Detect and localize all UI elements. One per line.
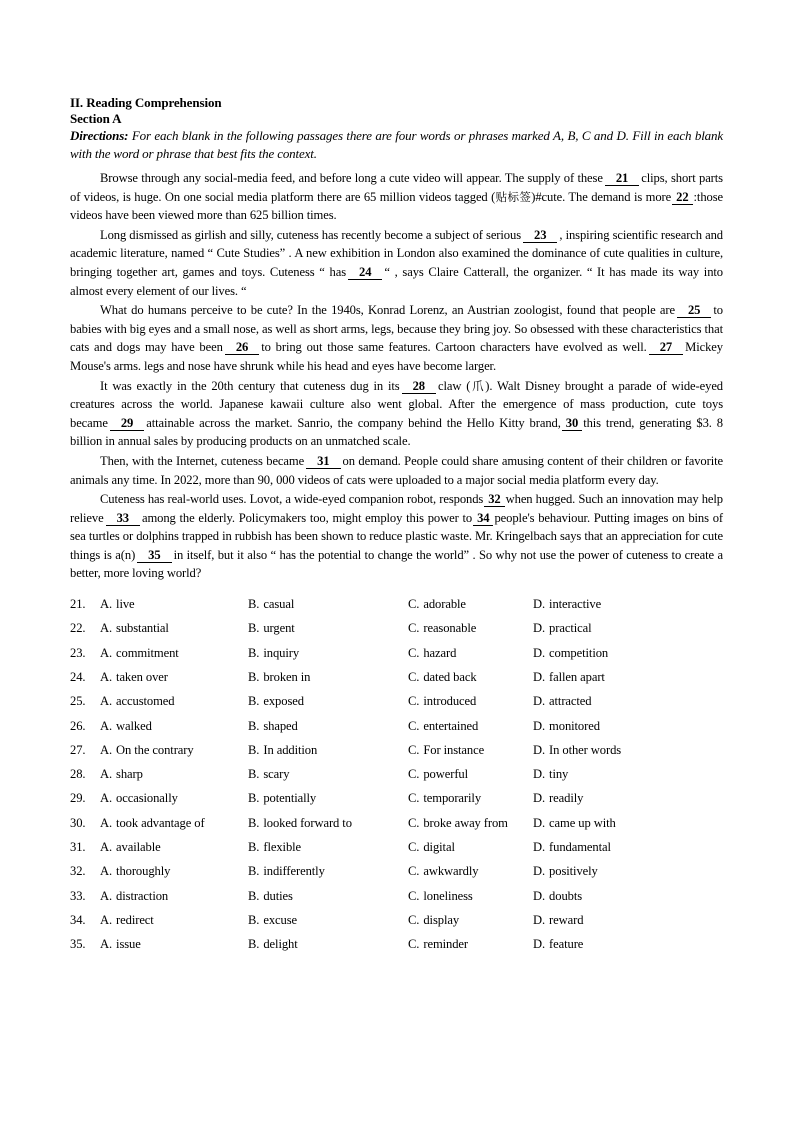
blank-25: 25 [677,303,711,318]
option-a-q22[interactable] [100,616,248,640]
p5-text-b: on demand. People could share amusing content of their children or favorite animals any time. In 2022, more than 90, 000 videos of cats were uploaded to a major social media platform every day. [70,453,724,487]
directions-label: Directions: [70,128,129,143]
option-letter: C. [408,791,420,806]
p6-text-d: people's behaviour. Putting images on bins of sea turtles or dolphins trapped in rubbish has been shown to reduce plastic waste. Mr. Kringelbach says that an appreciation for cute things is a(n) [70,510,723,562]
option-letter: C. [408,767,420,782]
option-letter: C. [408,864,420,879]
p5-text-a: Then, with the Internet, cuteness became [100,453,305,468]
p6-text-a: Cuteness has real-world uses. Lovot, a wide-eyed companion robot, responds [100,492,484,507]
option-d-q23[interactable] [533,641,608,665]
question-row [70,714,723,738]
blank-29: 29 [110,416,144,431]
p4-text-a: It was exactly in the 20th century that cuteness dug in its [100,378,400,393]
option-letter: D. [533,864,546,879]
option-text: commitment [116,645,179,660]
option-b-q32[interactable] [248,859,408,883]
option-a-q29[interactable] [100,786,248,810]
option-b-q26[interactable] [248,714,408,738]
p2-text-a: Long dismissed as girlish and silly, cuteness has recently become a subject of serious [100,227,521,242]
option-text: temporarily [423,791,482,806]
option-text: flexible [263,840,302,855]
option-letter: C. [408,621,420,636]
option-letter: B. [248,742,260,757]
option-text: inquiry [263,645,300,660]
option-a-q35[interactable] [100,932,248,956]
p2-text-b: , inspiring scientific research and academic literature, named “ Cute Studies” . A new exhibition in London also examined the dominance of cute qualities in culture, bringing together art, games and toys. Cuteness “ has [70,227,723,279]
blank-23: 23 [523,228,557,243]
option-d-q21[interactable] [533,592,601,616]
option-letter: C. [408,718,420,733]
option-a-q24[interactable] [100,665,248,689]
document-body [70,95,723,957]
option-b-q21[interactable] [248,592,408,616]
option-b-q33[interactable] [248,884,408,908]
p1-text-a: Browse through any social-media feed, and before long a cute video will appear. The supply of these [100,171,603,185]
option-text: On the contrary [116,742,194,757]
blank-21: 21 [605,171,639,186]
option-text: In addition [263,742,318,757]
option-text: indifferently [263,864,325,879]
option-letter: B. [248,694,260,709]
option-text: tiny [549,767,569,782]
option-text: loneliness [423,888,473,903]
option-letter: D. [533,669,546,684]
blank-34: 34 [473,511,493,526]
option-letter: A. [100,742,113,757]
option-a-q32[interactable] [100,859,248,883]
option-text: live [116,597,135,612]
option-letter: D. [533,742,546,757]
option-d-q27[interactable] [533,738,621,762]
option-letter: A. [100,767,113,782]
option-a-q26[interactable] [100,714,248,738]
option-letter: B. [248,815,260,830]
option-letter: D. [533,791,546,806]
p6-text-b: when hugged. Such an innovation may help relieve [70,492,723,525]
option-c-q34[interactable] [408,908,533,932]
question-number: 22. [70,621,86,636]
option-b-q28[interactable] [248,762,408,786]
question-number: 21. [70,597,86,612]
option-letter: A. [100,937,113,952]
question-number: 25. [70,694,86,709]
option-letter: D. [533,912,546,927]
question-row [70,908,723,932]
question-number: 28. [70,767,86,782]
option-letter: D. [533,621,546,636]
passage-paragraph-3 [70,301,723,375]
questions-list [70,592,723,956]
option-letter: D. [533,694,546,709]
option-text: competition [549,645,609,660]
option-b-q24[interactable] [248,665,408,689]
option-text: practical [549,621,592,636]
option-c-q24[interactable] [408,665,533,689]
question-row [70,884,723,908]
option-text: awkwardly [423,864,479,879]
option-text: monitored [549,718,600,733]
question-number: 31. [70,840,86,855]
option-c-q30[interactable] [408,811,533,835]
option-letter: B. [248,864,260,879]
option-c-q21[interactable] [408,592,533,616]
option-d-q24[interactable] [533,665,605,689]
option-text: digital [423,840,455,855]
passage-paragraph-2 [70,226,723,300]
question-row [70,616,723,640]
option-a-q28[interactable] [100,762,248,786]
option-d-q30[interactable] [533,811,616,835]
question-row [70,641,723,665]
blank-26: 26 [225,340,259,355]
question-number: 34. [70,912,86,927]
option-letter: B. [248,791,260,806]
option-b-q35[interactable] [248,932,408,956]
option-letter: C. [408,645,420,660]
option-text: dated back [423,669,477,684]
p3-text-a: What do humans perceive to be cute? In the 1940s, Konrad Lorenz, an Austrian zoologist, found that people are [100,303,675,318]
question-row [70,592,723,616]
option-text: taken over [116,669,168,684]
p4-text-c: ). Walt Disney brought a parade of wide-eyed creatures across the world. Japanese kawaii culture also went global. After the emergence of mass production, cute toys became [70,378,724,430]
passage-paragraph-6 [70,490,723,583]
option-a-q33[interactable] [100,884,248,908]
question-row [70,932,723,956]
option-text: shaped [263,718,298,733]
option-d-q34[interactable] [533,908,583,932]
option-text: entertained [423,718,479,733]
blank-24: 24 [348,265,382,280]
option-letter: C. [408,597,420,612]
p3-text-d: Mickey Mouse's arms. legs and nose have shrunk while his head and eyes have become larger. [70,340,723,373]
blank-33: 33 [106,511,140,526]
blank-31: 31 [306,454,340,469]
p3-text-c: to bring out those same features. Cartoon characters have evolved as well. [261,340,647,355]
option-text: attracted [549,694,592,709]
option-letter: D. [533,645,546,660]
blank-30: 30 [562,416,582,431]
p3-text-b: to babies with big eyes and a small nose, as well as short arms, legs, because they bring joy. So obsessed with these characteristics that cats and dogs may have been [70,303,723,355]
option-letter: C. [408,669,420,684]
option-b-q30[interactable] [248,811,408,835]
option-d-q22[interactable] [533,616,592,640]
option-d-q25[interactable] [533,689,592,713]
option-c-q35[interactable] [408,932,533,956]
blank-22: 22 [672,190,692,205]
question-number: 27. [70,742,86,757]
question-row [70,762,723,786]
option-letter: A. [100,888,113,903]
option-b-q29[interactable] [248,786,408,810]
option-a-q30[interactable] [100,811,248,835]
option-letter: C. [408,937,420,952]
option-text: excuse [263,912,298,927]
option-c-q28[interactable] [408,762,533,786]
option-text: doubts [549,888,583,903]
option-text: For instance [423,742,485,757]
option-text: accustomed [116,694,175,709]
option-a-q27[interactable] [100,738,248,762]
option-letter: D. [533,815,546,830]
question-number: 35. [70,937,86,952]
p4-text-e: this trend, generating $3. 8 billion in annual sales by producing products on an unmatched scale. [70,415,723,449]
option-letter: A. [100,912,113,927]
option-c-q23[interactable] [408,641,533,665]
option-c-q29[interactable] [408,786,533,810]
blank-35: 35 [137,548,171,563]
option-c-q27[interactable] [408,738,533,762]
option-letter: B. [248,621,260,636]
option-letter: C. [408,888,420,903]
question-row [70,811,723,835]
option-text: reward [549,912,584,927]
option-letter: A. [100,815,113,830]
option-letter: D. [533,840,546,855]
option-text: urgent [263,621,295,636]
section-label: Section A [70,111,122,126]
option-letter: C. [408,840,420,855]
question-row [70,859,723,883]
option-text: adorable [423,597,466,612]
option-text: distraction [116,888,169,903]
option-letter: B. [248,597,260,612]
p1-text-d: :those videos have been viewed more than 625 billion times. [70,189,724,223]
option-text: feature [549,937,584,952]
option-letter: B. [248,912,260,927]
p6-text-e: in itself, but it also “ has the potential to change the world” . So why not use the power of cuteness to create a better, more loving world? [70,547,723,581]
option-text: substantial [116,621,169,636]
option-d-q35[interactable] [533,932,583,956]
question-row [70,786,723,810]
option-letter: D. [533,888,546,903]
option-a-q21[interactable] [100,592,248,616]
option-letter: C. [408,742,420,757]
option-b-q31[interactable] [248,835,408,859]
option-text: positively [549,864,598,879]
question-number: 33. [70,888,86,903]
option-letter: A. [100,791,113,806]
option-d-q28[interactable] [533,762,568,786]
option-a-q23[interactable] [100,641,248,665]
option-c-q26[interactable] [408,714,533,738]
option-letter: C. [408,694,420,709]
option-text: occasionally [116,791,178,806]
p1-text-c: )#cute. The demand is more [531,189,672,204]
option-c-q22[interactable] [408,616,533,640]
option-letter: A. [100,669,113,684]
option-b-q22[interactable] [248,616,408,640]
question-number: 29. [70,791,86,806]
option-text: display [423,912,460,927]
question-number: 26. [70,718,86,733]
p4-text-d: attainable across the market. Sanrio, the company behind the Hello Kitty brand, [146,415,561,430]
option-a-q31[interactable] [100,835,248,859]
option-letter: B. [248,645,260,660]
option-c-q33[interactable] [408,884,533,908]
option-text: potentially [263,791,317,806]
option-text: powerful [423,767,469,782]
option-letter: D. [533,718,546,733]
option-text: reminder [423,937,469,952]
option-text: duties [263,888,293,903]
option-c-q32[interactable] [408,859,533,883]
option-letter: A. [100,840,113,855]
option-text: broken in [263,669,311,684]
option-text: took advantage of [116,815,205,830]
blank-27: 27 [649,340,683,355]
p6-text-c: among the elderly. Policymakers too, might employ this power to [141,510,473,525]
option-letter: D. [533,937,546,952]
option-letter: A. [100,694,113,709]
p4-cjk-gloss: 爪 [470,378,486,393]
option-text: reasonable [423,621,477,636]
passage-paragraph-1 [70,169,723,225]
option-a-q34[interactable] [100,908,248,932]
option-letter: A. [100,621,113,636]
option-letter: B. [248,937,260,952]
question-number: 30. [70,815,86,830]
option-text: sharp [116,767,143,782]
option-letter: B. [248,767,260,782]
question-number: 24. [70,669,86,684]
option-letter: B. [248,888,260,903]
option-text: thoroughly [116,864,171,879]
option-text: scary [263,767,290,782]
option-text: fallen apart [549,669,605,684]
option-letter: A. [100,718,113,733]
option-text: casual [263,597,295,612]
blank-32: 32 [484,492,504,507]
option-letter: D. [533,597,546,612]
option-c-q25[interactable] [408,689,533,713]
option-d-q26[interactable] [533,714,600,738]
question-row [70,665,723,689]
option-letter: B. [248,840,260,855]
question-number: 32. [70,864,86,879]
p2-text-c: “ , says Claire Catterall, the organizer. “ It has made its way into almost every element of our lives. “ [70,264,724,298]
option-text: looked forward to [263,815,352,830]
option-letter: C. [408,912,420,927]
option-text: readily [549,791,584,806]
option-text: introduced [423,694,477,709]
p1-cjk-gloss: 贴标签 [495,189,532,204]
option-text: interactive [549,597,602,612]
option-d-q29[interactable] [533,786,583,810]
option-d-q33[interactable] [533,884,582,908]
directions-block [70,127,723,163]
option-letter: B. [248,669,260,684]
option-letter: A. [100,645,113,660]
option-text: came up with [549,815,616,830]
option-text: fundamental [549,840,611,855]
option-letter: D. [533,767,546,782]
option-letter: B. [248,718,260,733]
passage-paragraph-4 [70,377,723,451]
option-letter: A. [100,597,113,612]
option-a-q25[interactable] [100,689,248,713]
option-text: delight [263,937,298,952]
option-letter: A. [100,864,113,879]
option-d-q32[interactable] [533,859,598,883]
option-text: walked [116,718,152,733]
option-text: available [116,840,161,855]
option-b-q34[interactable] [248,908,408,932]
option-b-q27[interactable] [248,738,408,762]
option-text: exposed [263,694,304,709]
option-text: broke away from [423,815,508,830]
passage-paragraph-5 [70,452,723,489]
option-b-q23[interactable] [248,641,408,665]
p4-text-b: claw ( [437,378,471,393]
directions-text: For each blank in the following passages there are four words or phrases marked A, B, C and D. Fill in each blank with the word or phrase that best fits the context. [70,128,723,161]
option-text: In other words [549,742,622,757]
option-c-q31[interactable] [408,835,533,859]
question-number: 23. [70,645,86,660]
option-d-q31[interactable] [533,835,611,859]
option-b-q25[interactable] [248,689,408,713]
option-text: hazard [423,645,457,660]
question-row [70,738,723,762]
option-text: redirect [116,912,154,927]
question-row [70,835,723,859]
question-row [70,689,723,713]
blank-28: 28 [402,379,436,394]
p1-text-b: clips, short parts of videos, is huge. On one social media platform there are 65 million videos tagged ( [70,171,723,204]
section-heading: II. Reading Comprehension [70,95,222,110]
option-text: issue [116,937,141,952]
option-letter: C. [408,815,420,830]
